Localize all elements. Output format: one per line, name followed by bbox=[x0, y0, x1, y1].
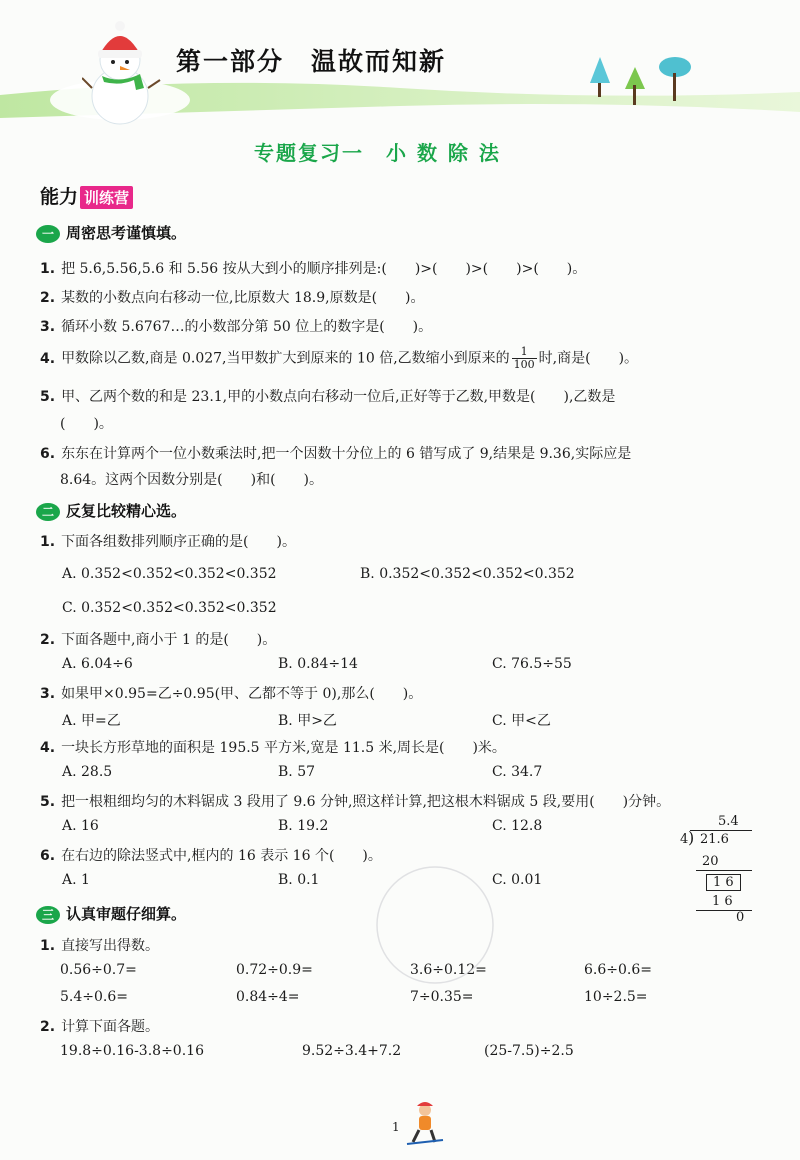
choice-4-option-b[interactable]: B. 57 bbox=[278, 764, 316, 780]
calc-item: 7÷0.35= bbox=[410, 989, 474, 1005]
section-1-heading bbox=[36, 222, 186, 243]
question-text: 下面各组数排列顺序正确的是( )。 bbox=[61, 534, 296, 550]
division-remainder: 0 bbox=[736, 910, 745, 925]
fraction-denominator: 100 bbox=[513, 358, 535, 371]
question-number: 4. bbox=[40, 350, 56, 367]
topic-title: 专题复习一 小 数 除 法 bbox=[254, 141, 501, 165]
fraction bbox=[512, 346, 537, 371]
question-number: 5. bbox=[40, 794, 56, 810]
fill-question-2 bbox=[40, 287, 425, 307]
calc-item: 19.8÷0.16-3.8÷0.16 bbox=[60, 1043, 204, 1059]
fill-question-5-line2: ( )。 bbox=[60, 416, 113, 432]
choice-1-option-c[interactable]: C. 0.352<0.35̇2̇<0.3̇52̇<0.3̇5̇2̇ bbox=[62, 600, 277, 616]
question-number: 5. bbox=[40, 389, 56, 405]
question-text: 甲、乙两个数的和是 23.1,甲的小数点向右移动一位后,正好等于乙数,甲数是( ),乙数是 bbox=[61, 389, 616, 405]
question-number: 1. bbox=[40, 534, 56, 550]
fill-question-5 bbox=[40, 386, 615, 406]
choice-3-option-c[interactable]: C. 甲<乙 bbox=[492, 713, 551, 729]
question-number: 6. bbox=[40, 848, 56, 864]
trees-illustration bbox=[585, 55, 695, 110]
choice-5-option-b[interactable]: B. 19.2 bbox=[278, 818, 329, 834]
choice-6-option-c[interactable]: C. 0.01 bbox=[492, 872, 543, 888]
question-text: 循环小数 5.6767…的小数部分第 50 位上的数字是( )。 bbox=[61, 319, 433, 335]
fill-question-4 bbox=[40, 346, 638, 371]
question-number: 3. bbox=[40, 686, 56, 702]
choice-question-4 bbox=[40, 737, 506, 757]
section-3-heading bbox=[36, 903, 186, 924]
calc-item: 0.84÷4= bbox=[236, 989, 300, 1005]
calc-question-2 bbox=[40, 1016, 159, 1036]
question-text: 计算下面各题。 bbox=[61, 1019, 160, 1035]
choice-5-option-c[interactable]: C. 12.8 bbox=[492, 818, 543, 834]
section-2-number: 二 bbox=[36, 503, 60, 521]
choice-question-1 bbox=[40, 531, 296, 551]
stamp-watermark bbox=[360, 860, 510, 990]
division-step1: 20 bbox=[702, 854, 719, 869]
calc-item: 10÷2.5= bbox=[584, 989, 648, 1005]
fill-question-6-line2: 8.64。这两个因数分别是( )和( )。 bbox=[60, 472, 324, 488]
page-number: 1 bbox=[392, 1120, 400, 1134]
fill-question-1 bbox=[40, 258, 586, 278]
ability-label: 能力 bbox=[40, 186, 79, 208]
choice-question-6 bbox=[40, 845, 382, 865]
division-quotient: 5.4 bbox=[718, 814, 739, 829]
question-text-end: 时,商是( )。 bbox=[538, 350, 639, 367]
question-text: 一块长方形草地的面积是 195.5 平方米,宽是 11.5 米,周长是( )米。 bbox=[61, 740, 506, 756]
division-line-1 bbox=[696, 870, 752, 871]
question-text: 把 5.6̇,5.5̇6̇,5.6 和 5.56 按从大到小的顺序排列是:( )>( )>( )>( )。 bbox=[61, 261, 587, 277]
question-text: 如果甲×0.95=乙÷0.95(甲、乙都不等于 0),那么( )。 bbox=[61, 686, 423, 702]
fraction-numerator: 1 bbox=[512, 346, 537, 359]
choice-4-option-c[interactable]: C. 34.7 bbox=[492, 764, 543, 780]
question-text: 某数的小数点向右移动一位,比原数大 18.9,原数是( )。 bbox=[61, 290, 425, 306]
choice-6-option-a[interactable]: A. 1 bbox=[62, 872, 90, 888]
section-3-title: 认真审题仔细算。 bbox=[66, 905, 187, 923]
choice-2-option-a[interactable]: A. 6.04÷6 bbox=[62, 656, 133, 672]
question-number: 1. bbox=[40, 938, 56, 954]
question-number: 3. bbox=[40, 319, 56, 335]
question-text: 甲数除以乙数,商是 0.027,当甲数扩大到原来的 10 倍,乙数缩小到原来的 bbox=[61, 350, 510, 367]
question-number: 6. bbox=[40, 446, 56, 462]
calc-item: 3.6÷0.12= bbox=[410, 962, 487, 978]
choice-2-option-c[interactable]: C. 76.5÷55 bbox=[492, 656, 572, 672]
division-dividend: 21.6 bbox=[700, 832, 729, 847]
division-step2-box: 1 6 bbox=[706, 874, 741, 891]
section-2-heading bbox=[36, 500, 186, 521]
section-3-number: 三 bbox=[36, 906, 60, 924]
skier-icon bbox=[405, 1100, 445, 1150]
choice-3-option-b[interactable]: B. 甲>乙 bbox=[278, 713, 337, 729]
section-1-number: 一 bbox=[36, 225, 60, 243]
choice-question-5 bbox=[40, 791, 670, 811]
choice-3-option-a[interactable]: A. 甲=乙 bbox=[62, 713, 121, 729]
long-division bbox=[676, 814, 756, 924]
calc-item: 6.6÷0.6= bbox=[584, 962, 652, 978]
calc-item: (25-7.5)÷2.5 bbox=[484, 1043, 574, 1059]
question-text: 东东在计算两个一位小数乘法时,把一个因数十分位上的 6 错写成了 9,结果是 9.36,实际应是 bbox=[61, 446, 632, 462]
calc-item: 0.72÷0.9= bbox=[236, 962, 313, 978]
section-2-title: 反复比较精心选。 bbox=[66, 502, 187, 520]
calc-item: 9.52÷3.4+7.2 bbox=[302, 1043, 402, 1059]
snowman-illustration bbox=[82, 18, 162, 128]
calc-question-1 bbox=[40, 935, 159, 955]
part-title: 第一部分 温故而知新 bbox=[176, 47, 447, 76]
calc-item: 0.56÷0.7= bbox=[60, 962, 137, 978]
ability-tag: 训练营 bbox=[80, 186, 133, 209]
fill-question-6 bbox=[40, 443, 631, 463]
choice-1-option-b[interactable]: B. 0.3̇52̇<0.35̇2̇<0.352̇<0.352 bbox=[360, 566, 575, 582]
choice-6-option-b[interactable]: B. 0.1 bbox=[278, 872, 320, 888]
section-1-title: 周密思考谨慎填。 bbox=[66, 224, 187, 242]
question-number: 2. bbox=[40, 1019, 56, 1035]
fill-question-3 bbox=[40, 316, 432, 336]
question-number: 2. bbox=[40, 632, 56, 648]
choice-5-option-a[interactable]: A. 16 bbox=[62, 818, 99, 834]
division-bar bbox=[690, 830, 752, 831]
choice-2-option-b[interactable]: B. 0.84÷14 bbox=[278, 656, 358, 672]
choice-1-option-a[interactable]: A. 0.352<0.35̇2̇<0.3̇52̇<0.35̇2̇ bbox=[62, 566, 277, 582]
question-text: 在右边的除法竖式中,框内的 16 表示 16 个( )。 bbox=[61, 848, 382, 864]
question-number: 4. bbox=[40, 740, 56, 756]
question-number: 1. bbox=[40, 261, 56, 277]
ability-heading bbox=[40, 182, 133, 209]
division-divisor: 4 bbox=[680, 832, 689, 847]
calc-item: 5.4÷0.6= bbox=[60, 989, 128, 1005]
question-number: 2. bbox=[40, 290, 56, 306]
question-text: 把一根粗细均匀的木料锯成 3 段用了 9.6 分钟,照这样计算,把这根木料锯成 5 段,要用( )分钟。 bbox=[61, 794, 671, 810]
division-bracket: ) bbox=[688, 828, 695, 847]
question-text: 下面各题中,商小于 1 的是( )。 bbox=[61, 632, 277, 648]
choice-question-2 bbox=[40, 629, 276, 649]
question-text: 直接写出得数。 bbox=[61, 938, 160, 954]
choice-question-3 bbox=[40, 683, 422, 703]
choice-4-option-a[interactable]: A. 28.5 bbox=[62, 764, 113, 780]
division-step3: 1 6 bbox=[712, 894, 733, 909]
